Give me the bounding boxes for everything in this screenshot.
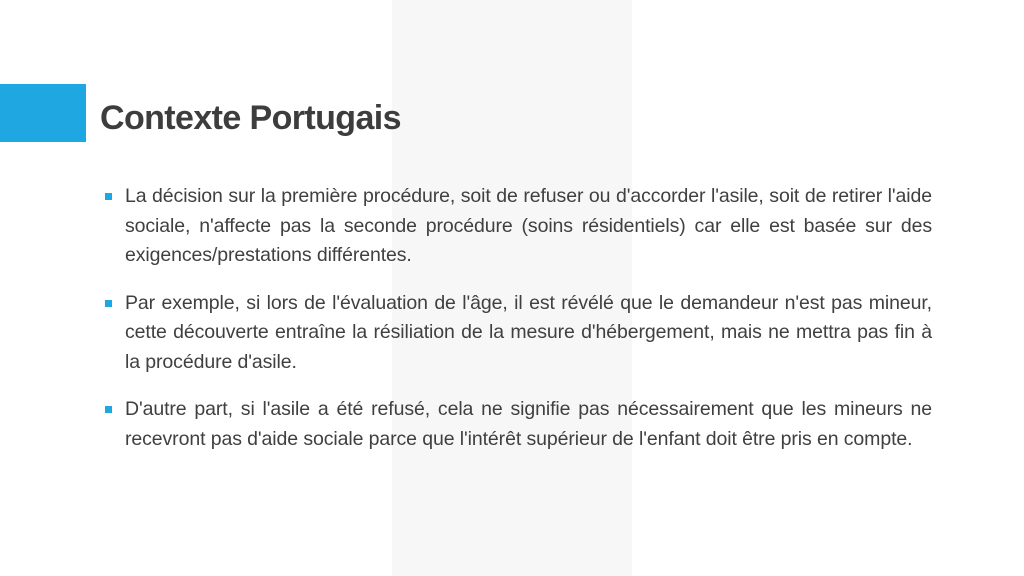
square-bullet-icon [105,300,112,307]
square-bullet-icon [105,406,112,413]
square-bullet-icon [105,193,112,200]
bullet-item [100,395,932,454]
bullet-item [100,182,932,271]
bullet-list [100,182,932,472]
bullet-text: Par exemple, si lors de l'évaluation de l'âge, il est révélé que le demandeur n'est pas mineur, cette découverte entraîne la résiliation de la mesure d'hébergement, mais ne mettra pas fin à la procédure d'asile. [125,291,932,373]
title-accent-bar [0,84,86,142]
bullet-item [100,289,932,378]
bullet-text: La décision sur la première procédure, soit de refuser ou d'accorder l'asile, soit de retirer l'aide sociale, n'affecte pas la seconde procédure (soins résidentiels) car elle est basée sur des exigences/prestations différentes. [125,185,932,266]
bullet-text: D'autre part, si l'asile a été refusé, cela ne signifie pas nécessairement que les mineurs ne recevront pas d'aide sociale parce que l'intérêt supérieur de l'enfant doit être pris en compte. [125,398,932,450]
slide-title: Contexte Portugais [100,99,401,137]
